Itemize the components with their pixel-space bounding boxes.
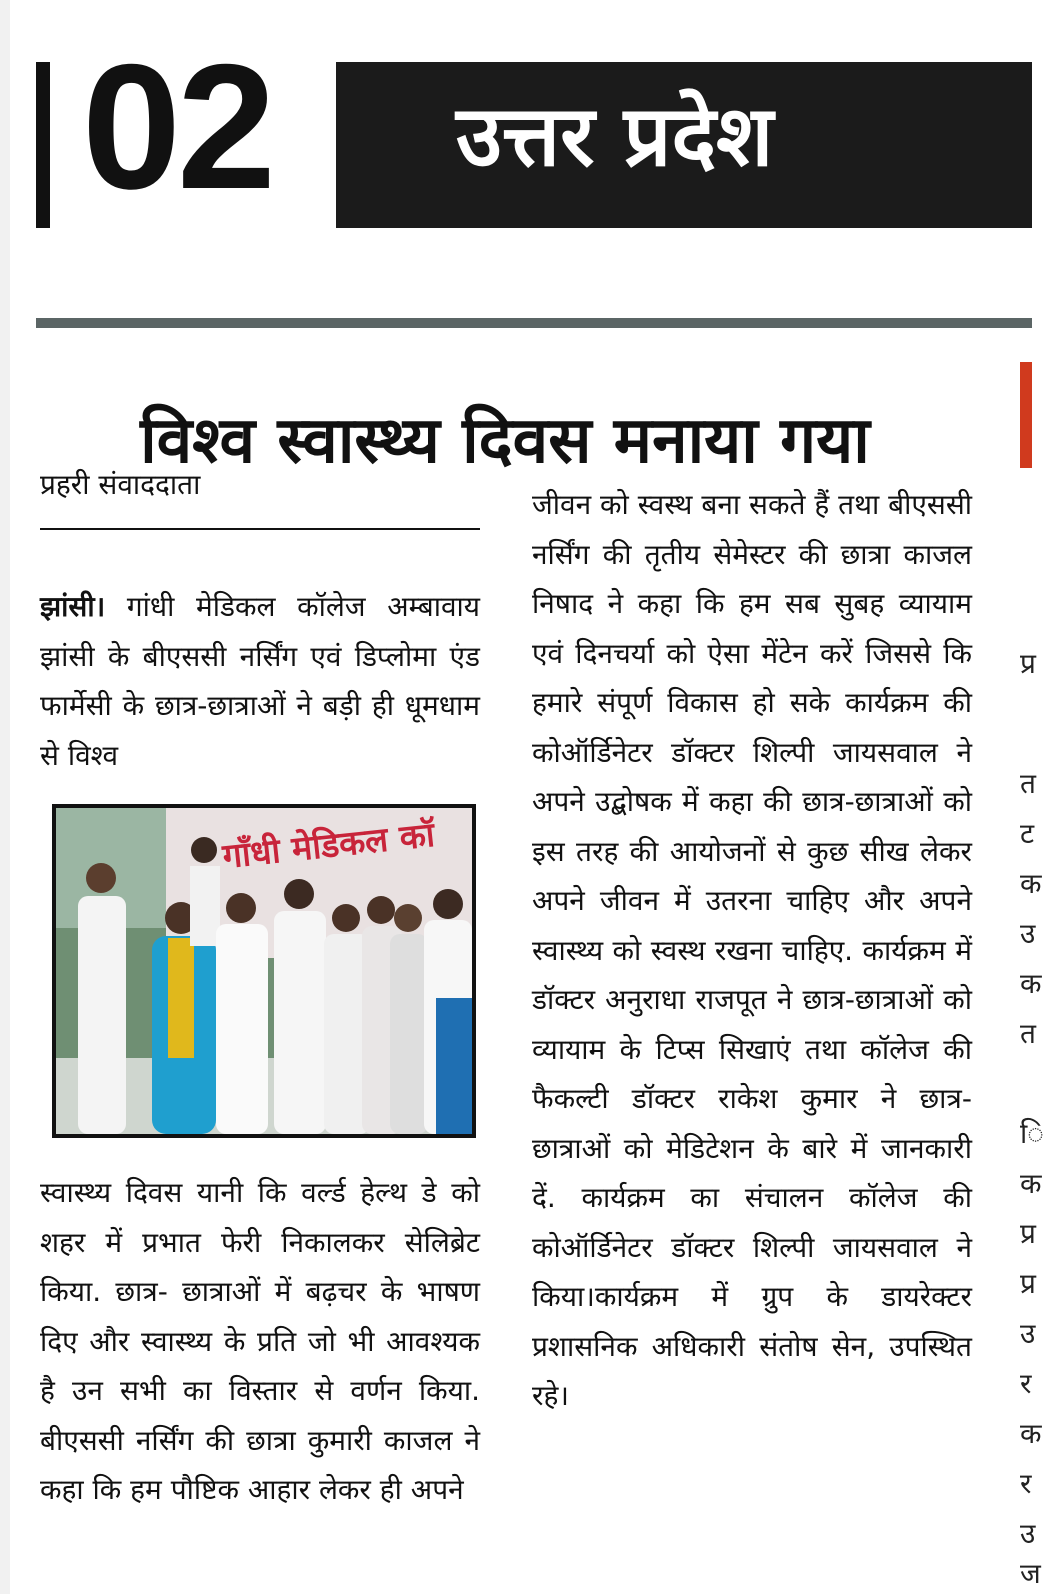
next-article-fragment: उ [1020, 1517, 1036, 1550]
next-article-fragment: र [1020, 1467, 1032, 1500]
next-article-fragment: क [1020, 867, 1042, 900]
header-divider [36, 318, 1032, 328]
page-edge [0, 0, 10, 1594]
next-article-fragment: र [1020, 1367, 1032, 1400]
article-text: जीवन को स्वस्थ बना सकते हैं तथा बीएससी नर्सिंग की तृतीय सेमेस्टर की छात्रा काजल निषाद ने कहा कि हम सब सुबह व्यायाम एवं दिनचर्या को ऐसा मेंटेन करें जिससे कि हमारे संपूर्ण विकास हो सके कार्यक्रम की कोऑर्डिनेटर डॉक्टर शिल्पी जायसवाल ने अपने उद्बोषक में कहा की छात्र-छात्राओं को इस तरह की आयोजनों से कुछ सीख लेकर अपने जीवन में उतरना चाहिए और अपने स्वास्थ्य को स्वस्थ रखना चाहिए. कार्यक्रम में डॉक्टर अनुराधा राजपूत ने छात्र-छात्राओं को व्यायाम के टिप्स सिखाएं तथा कॉलेज की फैकल्टी डॉक्टर राकेश कुमार ने छात्र-छात्राओं को मेडिटेशन के बारे में जानकारी दें. कार्यक्रम का संचालन कॉलेज की कोऑर्डिनेटर डॉक्टर शिल्पी जायसवाल ने किया।कार्यक्रम में ग्रुप के डायरेक्टर प्रशासनिक अधिकारी संतोष सेन, उपस्थित रहे। [532, 488, 972, 1412]
next-article-fragment: उ [1020, 917, 1036, 950]
article-photo [52, 804, 476, 1138]
article-headline: विश्व स्वास्थ्य दिवस मनाया गया [140, 403, 870, 478]
byline-rule [40, 528, 480, 530]
next-article-fragment: प्र [1020, 1267, 1036, 1300]
next-article-fragment: त [1020, 1017, 1036, 1050]
article-column-2 [532, 480, 972, 1421]
section-band [336, 62, 1032, 228]
next-article-column [1018, 0, 1044, 1594]
next-article-fragment: क [1020, 967, 1042, 1000]
next-article-fragment: क [1020, 1167, 1042, 1200]
next-article-fragment: त [1020, 767, 1036, 800]
article-byline: प्रहरी संवाददाता [40, 468, 201, 501]
page-number: 02 [82, 27, 272, 226]
next-article-fragment: उ [1020, 1317, 1036, 1350]
next-article-fragment: ि [1020, 1117, 1044, 1150]
article-column-1-top [40, 582, 480, 780]
next-article-fragment: ज [1020, 1557, 1041, 1590]
next-article-fragment: क [1020, 1417, 1042, 1450]
article-dateline: झांसी। [40, 590, 106, 623]
page-number-bar [36, 62, 50, 228]
next-article-fragment: प्र [1020, 1217, 1036, 1250]
next-article-fragment: प्र [1020, 647, 1036, 680]
photo-banner-text: गाँधी मेडिकल कॉ [220, 814, 437, 877]
article-column-1-bottom [40, 1168, 480, 1515]
article-text: गांधी मेडिकल कॉलेज अम्बावाय झांसी के बीएससी नर्सिंग एवं डिप्लोमा एंड फार्मेसी के छात्र-छात्राओं ने बड़ी ही धूमधाम से विश्व [40, 590, 481, 772]
section-title: उत्तर प्रदेश [456, 87, 774, 185]
next-article-fragment: ट [1020, 817, 1035, 850]
article-text: स्वास्थ्य दिवस यानी कि वर्ल्ड हेल्थ डे को शहर में प्रभात फेरी निकालकर सेलिब्रेट किया. छात्र- छात्राओं में बढ़चर के भाषण दिए और स्वास्थ्य के प्रति जो भी आवश्यक है उन सभी का विस्तार से वर्णन किया. बीएससी नर्सिंग की छात्रा कुमारी काजल ने कहा कि हम पौष्टिक आहार लेकर ही अपने [40, 1176, 480, 1506]
event-photo-illustration [56, 808, 472, 1134]
